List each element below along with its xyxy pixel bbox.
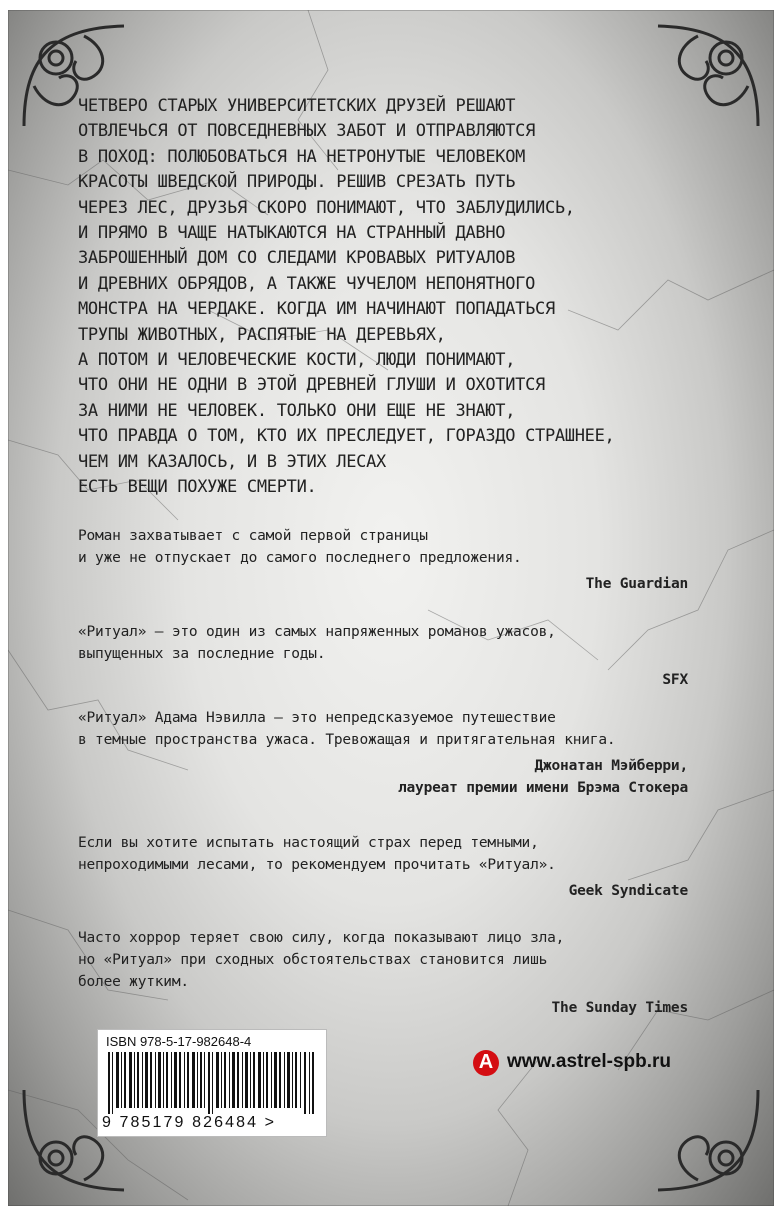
synopsis-line: В ПОХОД: ПОЛЮБОВАТЬСЯ НА НЕТРОНУТЫЕ ЧЕЛОВЕКОМ	[78, 146, 526, 167]
review-quote	[78, 927, 688, 1019]
quote-line: более жутким.	[78, 974, 189, 990]
barcode-image	[106, 1052, 316, 1114]
isbn-digits: 9 785179 826484 >	[102, 1114, 277, 1131]
quote-line: «Ритуал» — это один из самых напряженных романов ужасов,	[78, 624, 556, 640]
quote-source: Geek Syndicate	[568, 883, 688, 899]
quote-line: Роман захватывает с самой первой страницы	[78, 528, 428, 544]
synopsis-line: КРАСОТЫ ШВЕДСКОЙ ПРИРОДЫ. РЕШИВ СРЕЗАТЬ ПУТЬ	[78, 172, 516, 193]
quote-line: в темные пространства ужаса. Тревожащая и притягательная книга.	[78, 732, 616, 748]
stone-texture-background	[8, 10, 774, 1206]
synopsis-line: ЧТО ОНИ НЕ ОДНИ В ЭТОЙ ДРЕВНЕЙ ГЛУШИ И ОХОТИТСЯ	[78, 375, 545, 396]
synopsis-line: ЕСТЬ ВЕЩИ ПОХУЖЕ СМЕРТИ.	[78, 477, 317, 498]
review-quote	[78, 525, 688, 595]
quote-line: непроходимыми лесами, то рекомендуем прочитать «Ритуал».	[78, 857, 556, 873]
synopsis-line: ЗАБРОШЕННЫЙ ДОМ СО СЛЕДАМИ КРОВАВЫХ РИТУАЛОВ	[78, 248, 516, 269]
synopsis-line: А ПОТОМ И ЧЕЛОВЕЧЕСКИЕ КОСТИ, ЛЮДИ ПОНИМАЮТ,	[78, 350, 516, 371]
review-quote	[78, 621, 688, 691]
synopsis	[78, 94, 688, 501]
bottom-right-ornament	[638, 1080, 768, 1200]
synopsis-line: ЧЕТВЕРО СТАРЫХ УНИВЕРСИТЕТСКИХ ДРУЗЕЙ РЕШАЮТ	[78, 96, 516, 116]
quote-line: но «Ритуал» при сходных обстоятельствах становится лишь	[78, 952, 548, 968]
quote-line: выпущенных за последние годы.	[78, 646, 326, 662]
quote-source: Джонатан Мэйберри,	[534, 758, 688, 774]
publisher-url[interactable]: www.astrel-spb.ru	[507, 1051, 671, 1072]
quote-source: SFX	[662, 672, 688, 688]
synopsis-line: ЧТО ПРАВДА О ТОМ, КТО ИХ ПРЕСЛЕДУЕТ, ГОРАЗДО СТРАШНЕЕ,	[78, 426, 615, 447]
synopsis-line: ТРУПЫ ЖИВОТНЫХ, РАСПЯТЫЕ НА ДЕРЕВЬЯХ,	[78, 324, 446, 345]
synopsis-line: ОТВЛЕЧЬСЯ ОТ ПОВСЕДНЕВНЫХ ЗАБОТ И ОТПРАВЛЯЮТСЯ	[78, 121, 536, 142]
quote-line: Часто хоррор теряет свою силу, когда показывают лицо зла,	[78, 930, 565, 946]
quote-source: The Guardian	[585, 576, 688, 592]
quote-line: «Ритуал» Адама Нэвилла — это непредсказуемое путешествие	[78, 710, 556, 726]
quote-source: The Sunday Times	[551, 1000, 688, 1016]
synopsis-line: И ПРЯМО В ЧАЩЕ НАТЫКАЮТСЯ НА СТРАННЫЙ ДАВНО	[78, 223, 506, 244]
quote-line: Если вы хотите испытать настоящий страх перед темными,	[78, 835, 539, 851]
synopsis-line: И ДРЕВНИХ ОБРЯДОВ, А ТАКЖЕ ЧУЧЕЛОМ НЕПОНЯТНОГО	[78, 273, 536, 294]
publisher-logo-icon	[473, 1050, 499, 1076]
synopsis-line: ЧЕМ ИМ КАЗАЛОСЬ, И В ЭТИХ ЛЕСАХ	[78, 451, 386, 472]
isbn-label: ISBN 978-5-17-982648-4	[106, 1034, 252, 1049]
synopsis-line: ЗА НИМИ НЕ ЧЕЛОВЕК. ТОЛЬКО ОНИ ЕЩЕ НЕ ЗНАЮТ,	[78, 400, 516, 421]
quote-line: и уже не отпускает до самого последнего предложения.	[78, 550, 522, 566]
quote-source-title: лауреат премии имени Брэма Стокера	[397, 780, 688, 796]
review-quote	[78, 832, 688, 902]
synopsis-line: МОНСТРА НА ЧЕРДАКЕ. КОГДА ИМ НАЧИНАЮТ ПОПАДАТЬСЯ	[78, 299, 555, 320]
publisher-logo-letter: А	[478, 1051, 494, 1073]
isbn-barcode-box	[97, 1029, 327, 1137]
review-quote	[78, 707, 688, 799]
synopsis-line: ЧЕРЕЗ ЛЕС, ДРУЗЬЯ СКОРО ПОНИМАЮТ, ЧТО ЗАБЛУДИЛИСЬ,	[78, 197, 575, 218]
